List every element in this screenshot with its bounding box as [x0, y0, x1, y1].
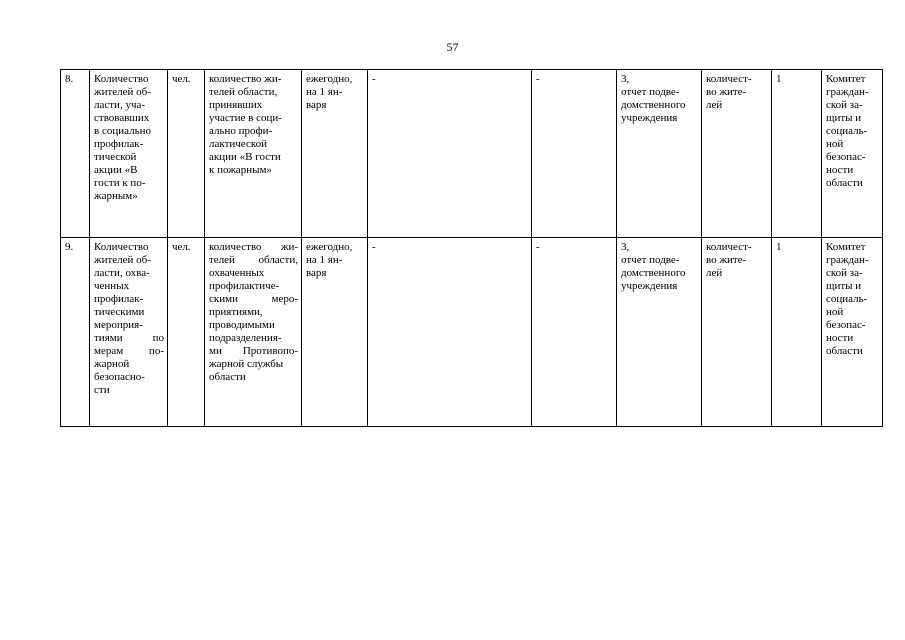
formula: - — [368, 238, 532, 427]
collection-method: 3, отчет подве- домственного учреждения — [617, 238, 702, 427]
basic-indicators: - — [532, 70, 617, 238]
row-number: 9. — [61, 238, 90, 427]
periodicity: ежегодно, на 1 ян- варя — [302, 70, 368, 238]
indicator-definition: количество жи- телей области, охваченных профилактиче- скими меро- приятиями, проводимыми подразделения- ми Противопо- жарной службы области — [205, 238, 302, 427]
table-row — [61, 70, 883, 238]
indicator-name: Количество жителей об- ласти, охва- ченных профилак- тическими мероприя- тиями по мерам по- жарной безопасно- сти — [90, 238, 168, 427]
unit: чел. — [168, 70, 205, 238]
table-row — [61, 238, 883, 427]
row-number: 8. — [61, 70, 90, 238]
indicator-definition: количество жи- телей области, принявших участие в соци- ально профи- лактической акции «В гости к пожарным» — [205, 70, 302, 238]
indicators-table — [60, 69, 883, 427]
periodicity: ежегодно, на 1 ян- варя — [302, 238, 368, 427]
coverage: 1 — [772, 238, 822, 427]
formula: - — [368, 70, 532, 238]
page-number: 57 — [446, 40, 459, 54]
responsible: Комитет граждан- ской за- щиты и социаль- ной безопас- ности области — [822, 70, 883, 238]
observation-object: количест- во жите- лей — [702, 238, 772, 427]
coverage: 1 — [772, 70, 822, 238]
observation-object: количест- во жите- лей — [702, 70, 772, 238]
collection-method: 3, отчет подве- домственного учреждения — [617, 70, 702, 238]
basic-indicators: - — [532, 238, 617, 427]
unit: чел. — [168, 238, 205, 427]
indicator-name: Количество жителей об- ласти, уча- ствовавших в социально профилак- тической акции «В гости к по- жарным» — [90, 70, 168, 238]
responsible: Комитет граждан- ской за- щиты и социаль- ной безопас- ности области — [822, 238, 883, 427]
